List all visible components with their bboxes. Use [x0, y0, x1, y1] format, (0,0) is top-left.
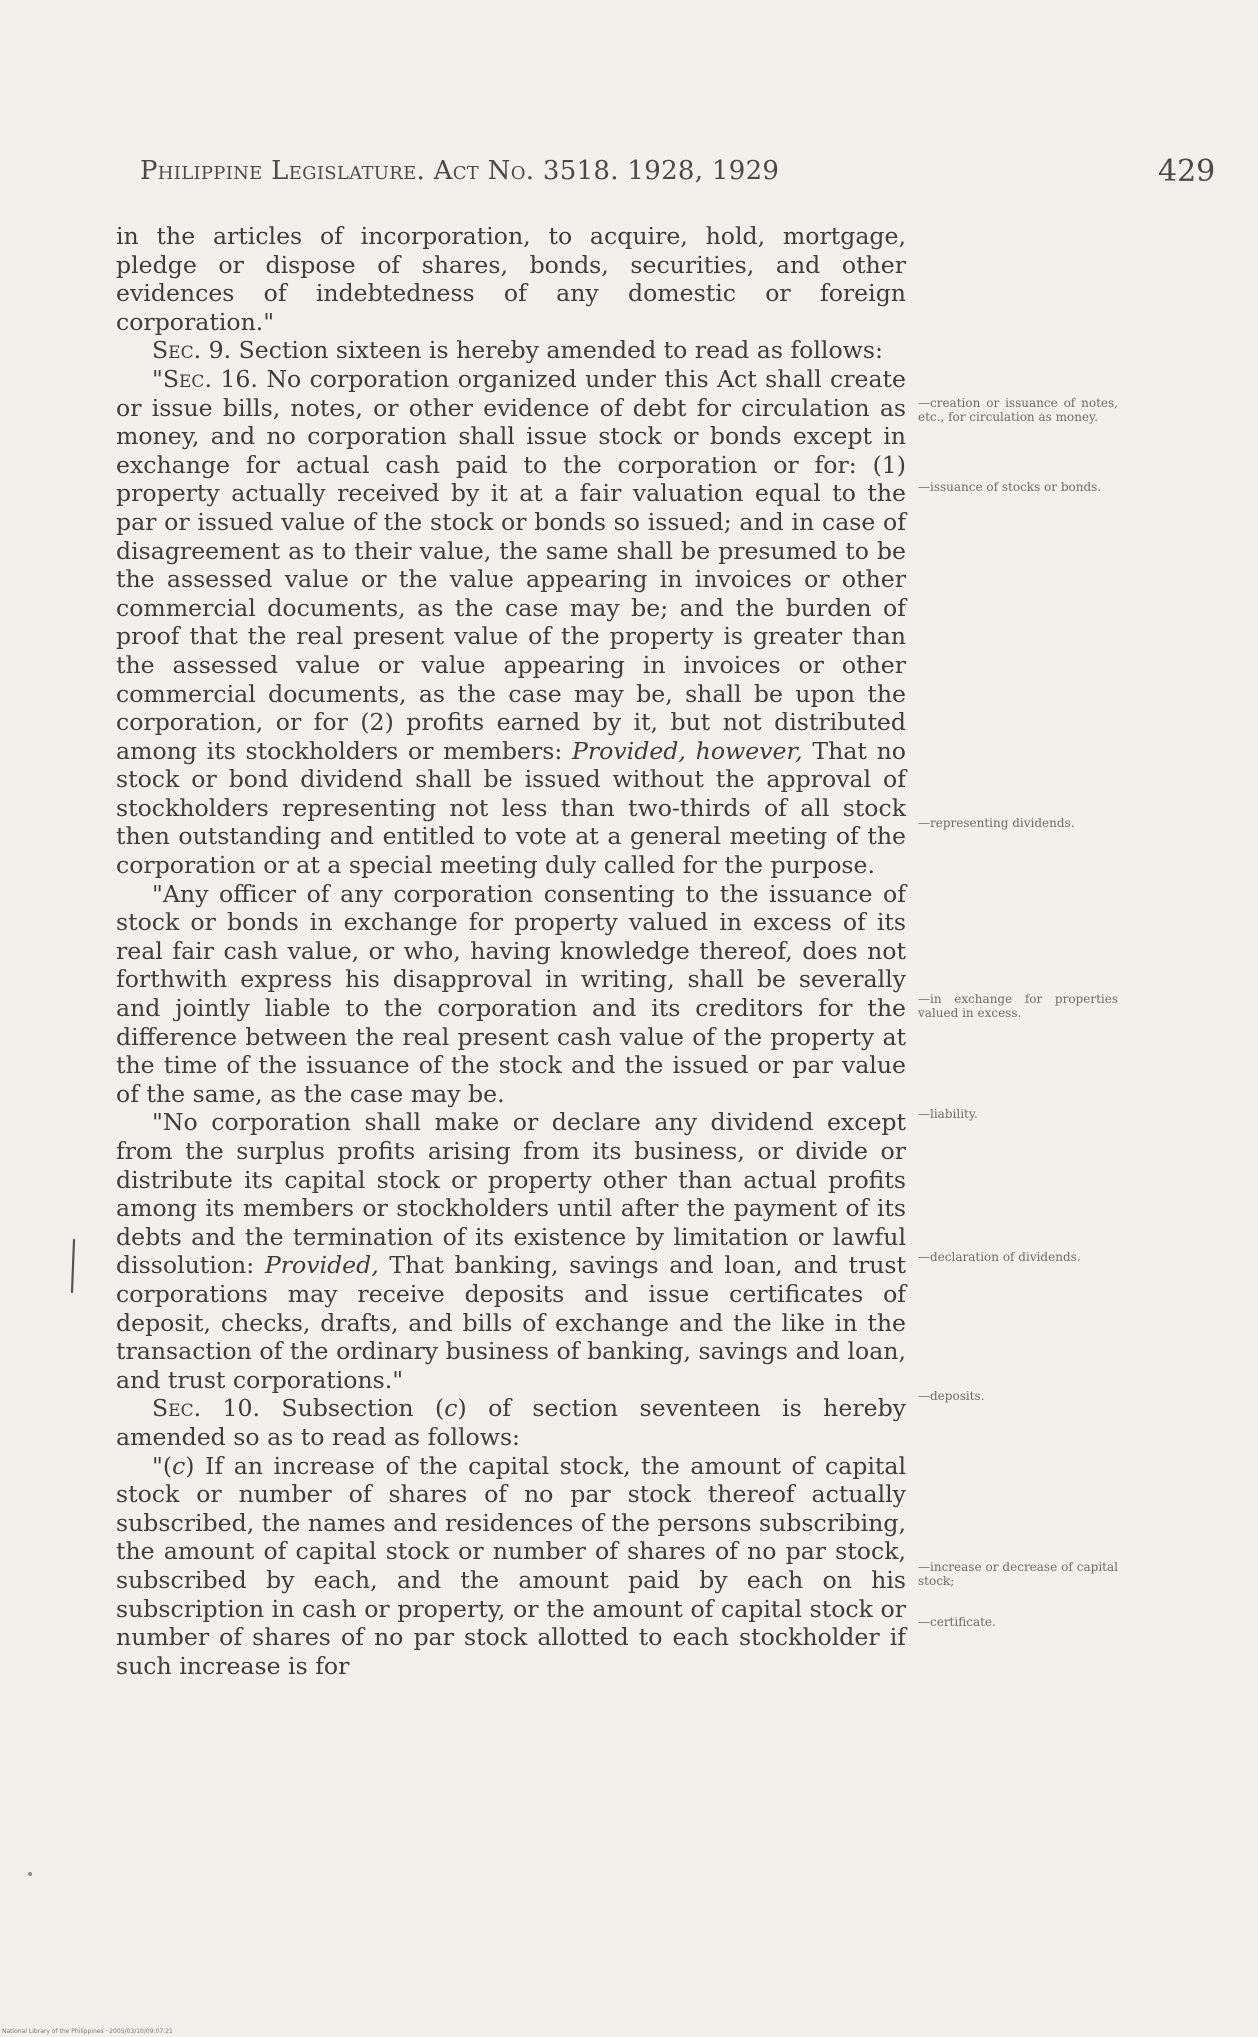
page-number: 429 [1158, 154, 1216, 189]
sec-16-text-a: 16. No corporation organized under this Act shall create or issue bills, notes, or other evidence of debt for circulation as money, and no corporation shall issue stock or bonds except in exchange for actual cash paid to the corporation or for: (1) property actually received by it at a fair valuation equal to the par or issued value of the stock or bonds so issued; and in case of disagreement as to their value, the same shall be presumed to be the assessed value or the value appearing in invoices or other commercial documents, as the case may be; and the burden of proof that the real present value of the property is greater than the assessed value or value appearing in invoices or other commercial documents, as the case may be, shall be upon the corporation, or for (2) profits earned by it, but not distributed among its stockholders or members: [116, 364, 906, 765]
subsection-c-text: ) If an increase of the capital stock, the amount of capital stock or number of shares of no par stock thereof actually subscribed, the names and residences of the persons subscribing, the amount of capital stock or number of shares of no par stock, subscribed by each, and the amount paid by each on his subscription in cash or property, or the amount of capital stock or number of shares of no par stock allotted to each stockholder if such increase is for [116, 1451, 906, 1680]
margin-note-representing: —representing dividends. [918, 816, 1075, 830]
sec-label: Sec. [162, 364, 212, 393]
paragraph-dividends [116, 1108, 906, 1394]
margin-note-exchange: —in exchange for properties valued in excess. [918, 992, 1118, 1020]
margin-note-liability: —liability. [918, 1107, 978, 1121]
margin-note-deposits: —deposits. [918, 1389, 985, 1403]
paragraph-officer-liability: "Any officer of any corporation consenting to the issuance of stock or bonds in exchange for property valued in excess of its real fair cash value, or who, having knowledge thereof, does not forthwith express his disapproval in writing, shall be severally and jointly liable to the corporation and its creditors for the difference between the real present cash value of the property at the time of the issuance of the stock and the issued or par value of the same, as the case may be. [116, 879, 906, 1108]
subsection-letter: c [172, 1451, 186, 1480]
body-text [116, 222, 906, 1680]
sec-label: Sec. [152, 1394, 202, 1423]
paragraph-sec-9 [116, 336, 906, 365]
sec-10-text-b: ) of section seventeen is hereby amended so as to read as follows: [116, 1394, 907, 1451]
subsection-letter: c [444, 1394, 458, 1423]
open-quote: "( [152, 1451, 173, 1480]
paragraph-sec-16 [116, 365, 906, 880]
margin-note-increase: —increase or decrease of capital stock; [918, 1560, 1118, 1588]
running-head: Philippine Legislature. Act No. 3518. 1928, 1929 [140, 156, 780, 186]
dividends-text-b: That banking, savings and loan, and trust corporations may receive deposits and issue certificates of deposit, checks, drafts, and bills of exchange and the like in the transaction of the ordinary business of banking, savings and loan, and trust corporations." [116, 1251, 907, 1394]
margin-note-declaration: —declaration of dividends. [918, 1250, 1081, 1264]
margin-note-certificate: —certificate. [918, 1615, 996, 1629]
scan-credit: National Library of the Philippines · 2005/03/10/09:07:21 [2, 2028, 173, 2035]
sec-10-text-a: 10. Subsection ( [201, 1394, 445, 1423]
paragraph-articles: in the articles of incorporation, to acquire, hold, mortgage, pledge or dispose of shares, bonds, securities, and other evidences of indebtedness of any domestic or foreign corporation." [116, 222, 906, 336]
paragraph-sec-10 [116, 1394, 906, 1451]
margin-note-issuance: —issuance of stocks or bonds. [918, 480, 1102, 494]
dividends-text-a: "No corporation shall make or declare any dividend except from the surplus profits arising from its business, or divide or distribute its capital stock or property other than actual profits among its members or stockholders until after the payment of its debts and the termination of its existence by limitation or lawful dissolution: [116, 1108, 906, 1280]
open-quote: " [152, 364, 163, 393]
sec-9-text: 9. Section sixteen is hereby amended to read as follows: [201, 336, 883, 365]
stray-dot-mark [28, 1872, 32, 1876]
proviso-italic: Provided, however, [572, 736, 803, 765]
sec-label: Sec. [152, 336, 202, 365]
sec-16-text-b: That no stock or bond dividend shall be issued without the approval of stockholders representing not less than two-thirds of all stock then outstanding and entitled to vote at a general meeting of the corporation or at a special meeting duly called for the purpose. [116, 736, 907, 880]
proviso-italic: Provided, [264, 1251, 379, 1280]
paragraph-subsection-c [116, 1452, 906, 1681]
pencil-mark-icon [70, 1238, 76, 1294]
margin-note-creation: —creation or issuance of notes, etc., for circulation as money. [918, 396, 1118, 424]
